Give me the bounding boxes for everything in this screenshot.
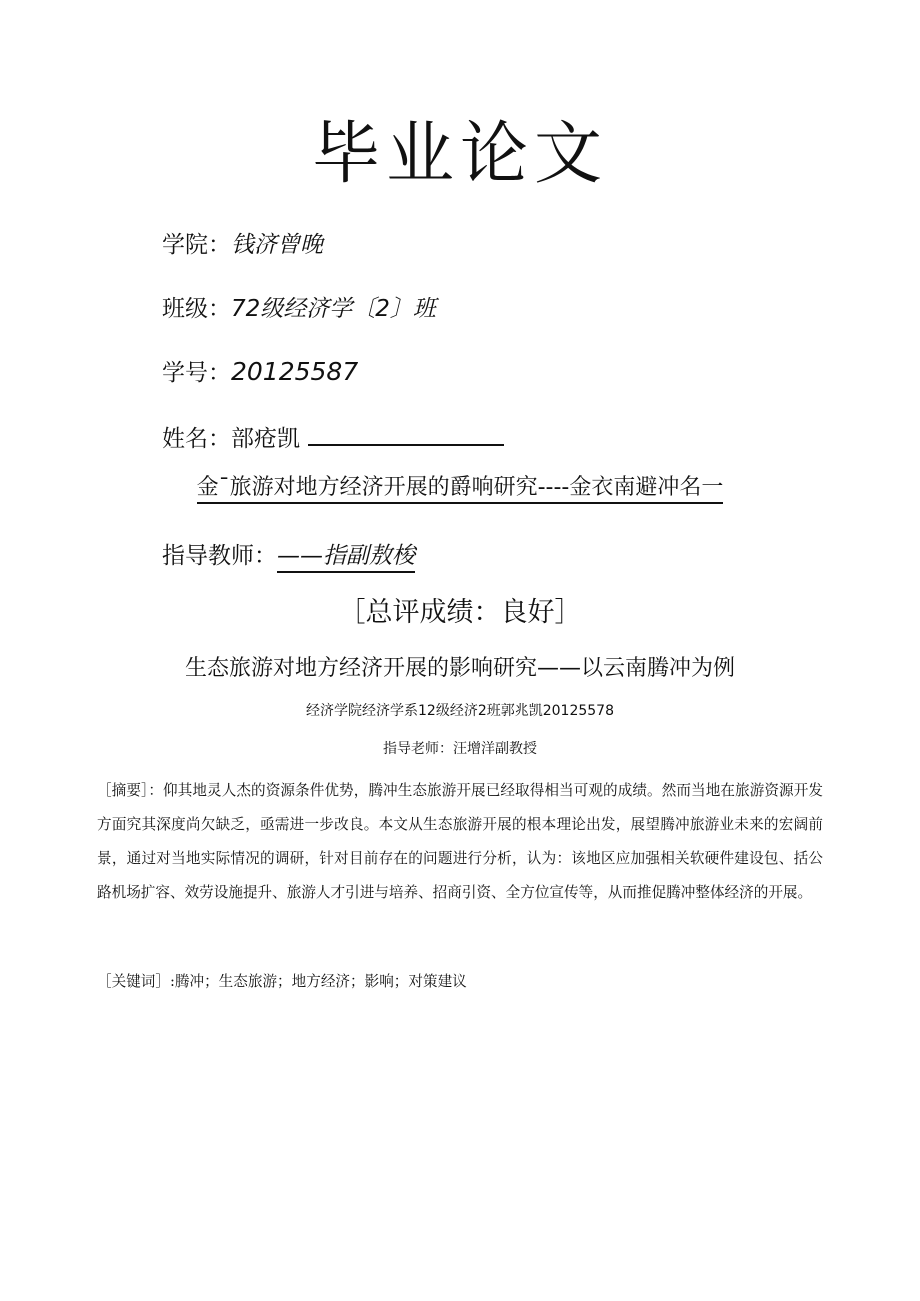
keywords-line: ［关键词］:腾冲；生态旅游；地方经济；影响；对策建议: [97, 973, 467, 990]
name-underline: [308, 422, 504, 446]
advisor-line: 指导老师：汪增洋副教授: [383, 741, 537, 757]
paper-subtitle: 生态旅游对地方经济开展的影响研究——以云南腾冲为例: [184, 656, 735, 681]
class-label: 班级：: [162, 296, 231, 322]
student-id-value: 20125587: [231, 357, 359, 386]
advisor-value: ——指副敖梭: [277, 543, 415, 573]
advisor-row: [162, 537, 415, 570]
class-row: [162, 290, 436, 323]
college-label: 学院：: [162, 232, 231, 258]
college-row: [162, 226, 323, 259]
advisor-label: 指导教师：: [162, 543, 277, 569]
student-id-label: 学号：: [162, 360, 231, 386]
class-value: 72级经济学〔2〕班: [231, 296, 436, 322]
student-id-row: [162, 354, 358, 387]
topic-row: [0, 470, 920, 501]
name-row: [162, 420, 504, 453]
name-label: 姓名：: [162, 426, 231, 452]
author-line: 经济学院经济学系12级经济2班郭兆凯20125578: [306, 703, 614, 719]
abstract-paragraph: ［摘要］：仰其地灵人杰的资源条件优势，腾冲生态旅游开展已经取得相当可观的成绩。然而当地在旅游资源开发方面究其深度尚欠缺乏，亟需进一步改良。本文从生态旅游开展的根本理论出发，展望腾冲旅游业未来的宏阔前景，通过对当地实际情况的调研，针对目前存在的问题进行分析，认为：该地区应加强相关软硬件建设包、括公路机场扩容、效劳设施提升、旅游人才引进与培养、招商引资、全方位宣传等，从而推促腾冲整体经济的开展。: [97, 782, 823, 901]
thesis-title: 毕业论文: [311, 115, 608, 194]
topic-value: 金ˉ旅游对地方经济开展的爵响研究----金衣南避冲名一: [197, 475, 724, 504]
overall-grade: ［总评成绩：良好］: [338, 597, 582, 628]
name-value: 部疮凯: [231, 426, 300, 452]
college-value: 钱济曾晚: [231, 232, 323, 258]
